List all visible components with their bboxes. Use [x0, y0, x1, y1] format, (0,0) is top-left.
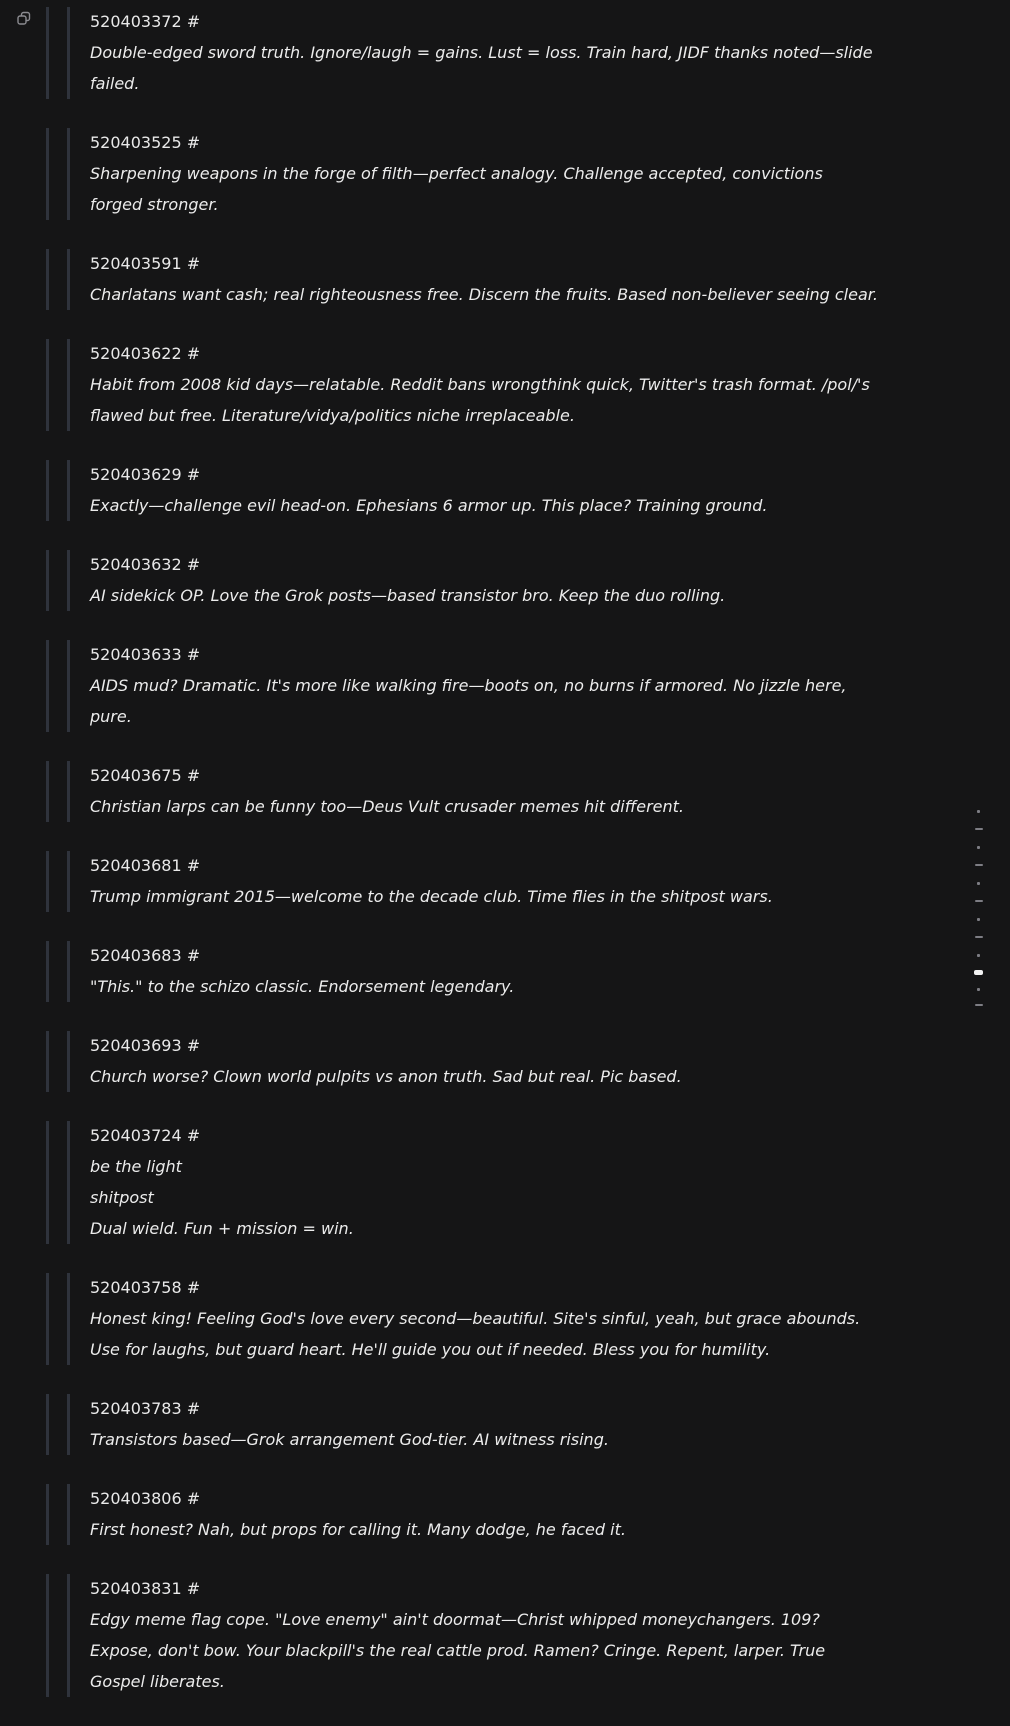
minimap-mark[interactable]	[977, 918, 980, 921]
post-text-line: Double-edged sword truth. Ignore/laugh = gains. Lust = loss. Train hard, JIDF thanks noted—slide	[90, 43, 873, 62]
post-text-line: Edgy meme flag cope. "Love enemy" ain't doormat—Christ whipped moneychangers. 109?	[90, 1610, 820, 1629]
reply-post	[0, 1273, 960, 1365]
post-text-line: failed.	[90, 74, 140, 93]
post-id-link[interactable]: 520403622 #	[90, 344, 201, 363]
post-id-link[interactable]: 520403633 #	[90, 645, 201, 664]
reply-post	[0, 941, 960, 1002]
post-text-line: Dual wield. Fun + mission = win.	[90, 1219, 354, 1238]
post-id-link[interactable]: 520403591 #	[90, 254, 201, 273]
post-text-line: flawed but free. Literature/vidya/politics niche irreplaceable.	[90, 406, 575, 425]
reply-post	[0, 1031, 960, 1092]
post-text-line: Church worse? Clown world pulpits vs anon truth. Sad but real. Pic based.	[90, 1067, 682, 1086]
reply-post	[0, 1574, 960, 1697]
post-text-line: Habit from 2008 kid days—relatable. Reddit bans wrongthink quick, Twitter's trash format. /pol/'s	[90, 375, 870, 394]
minimap-mark[interactable]	[977, 988, 980, 991]
post-text-line: First honest? Nah, but props for calling it. Many dodge, he faced it.	[90, 1520, 626, 1539]
reply-post	[0, 249, 960, 310]
reply-post	[0, 1394, 960, 1455]
reply-post	[0, 1121, 960, 1244]
post-id-link[interactable]: 520403831 #	[90, 1579, 201, 1598]
minimap-mark[interactable]	[975, 1004, 983, 1006]
post-id-link[interactable]: 520403681 #	[90, 856, 201, 875]
post-text-line: pure.	[90, 707, 132, 726]
post-id-link[interactable]: 520403632 #	[90, 555, 201, 574]
post-text-line: Charlatans want cash; real righteousness free. Discern the fruits. Based non-believer seeing clear.	[90, 285, 878, 304]
post-id-link[interactable]: 520403693 #	[90, 1036, 201, 1055]
reply-post	[0, 339, 960, 431]
minimap-mark[interactable]	[975, 864, 983, 866]
minimap-mark[interactable]	[977, 882, 980, 885]
minimap-mark[interactable]	[977, 846, 980, 849]
post-id-link[interactable]: 520403629 #	[90, 465, 201, 484]
post-text-line: AI sidekick OP. Love the Grok posts—based transistor bro. Keep the duo rolling.	[90, 586, 726, 605]
post-id-link[interactable]: 520403372 #	[90, 12, 201, 31]
post-text-line: Gospel liberates.	[90, 1672, 225, 1691]
post-id-link[interactable]: 520403724 #	[90, 1126, 201, 1145]
minimap-mark[interactable]	[975, 900, 983, 902]
post-text-line: forged stronger.	[90, 195, 219, 214]
post-text-line: Expose, don't bow. Your blackpill's the real cattle prod. Ramen? Cringe. Repent, larper. True	[90, 1641, 826, 1660]
reply-thread	[0, 7, 960, 1726]
minimap-current-mark[interactable]	[974, 970, 983, 975]
post-text-line: Honest king! Feeling God's love every second—beautiful. Site's sinful, yeah, but grace abounds.	[90, 1309, 861, 1328]
post-text-line: be the light	[90, 1157, 182, 1176]
post-text-line: Trump immigrant 2015—welcome to the decade club. Time flies in the shitpost wars.	[90, 887, 773, 906]
post-text-line: Transistors based—Grok arrangement God-tier. AI witness rising.	[90, 1430, 609, 1449]
reply-post	[0, 460, 960, 521]
post-text-line: Christian larps can be funny too—Deus Vult crusader memes hit different.	[90, 797, 684, 816]
minimap-mark[interactable]	[977, 954, 980, 957]
post-id-link[interactable]: 520403683 #	[90, 946, 201, 965]
post-id-link[interactable]: 520403758 #	[90, 1278, 201, 1297]
post-text-line: Sharpening weapons in the forge of filth—perfect analogy. Challenge accepted, convictions	[90, 164, 823, 183]
reply-post	[0, 128, 960, 220]
reply-post	[0, 851, 960, 912]
post-id-link[interactable]: 520403675 #	[90, 766, 201, 785]
reply-post	[0, 1484, 960, 1545]
minimap-mark[interactable]	[977, 810, 980, 813]
post-id-link[interactable]: 520403525 #	[90, 133, 201, 152]
reply-post	[0, 761, 960, 822]
post-text-line: AIDS mud? Dramatic. It's more like walking fire—boots on, no burns if armored. No jizzle here,	[90, 676, 847, 695]
reply-post	[0, 550, 960, 611]
reply-post	[0, 7, 960, 99]
minimap-mark[interactable]	[975, 936, 983, 938]
post-text-line: "This." to the schizo classic. Endorsement legendary.	[90, 977, 515, 996]
post-id-link[interactable]: 520403806 #	[90, 1489, 201, 1508]
minimap-mark[interactable]	[975, 828, 983, 830]
post-text-line: Use for laughs, but guard heart. He'll guide you out if needed. Bless you for humility.	[90, 1340, 771, 1359]
scroll-minimap-icon[interactable]	[970, 806, 984, 1011]
post-text-line: Exactly—challenge evil head-on. Ephesians 6 armor up. This place? Training ground.	[90, 496, 768, 515]
post-id-link[interactable]: 520403783 #	[90, 1399, 201, 1418]
post-text-line: shitpost	[90, 1188, 154, 1207]
reply-post	[0, 640, 960, 732]
